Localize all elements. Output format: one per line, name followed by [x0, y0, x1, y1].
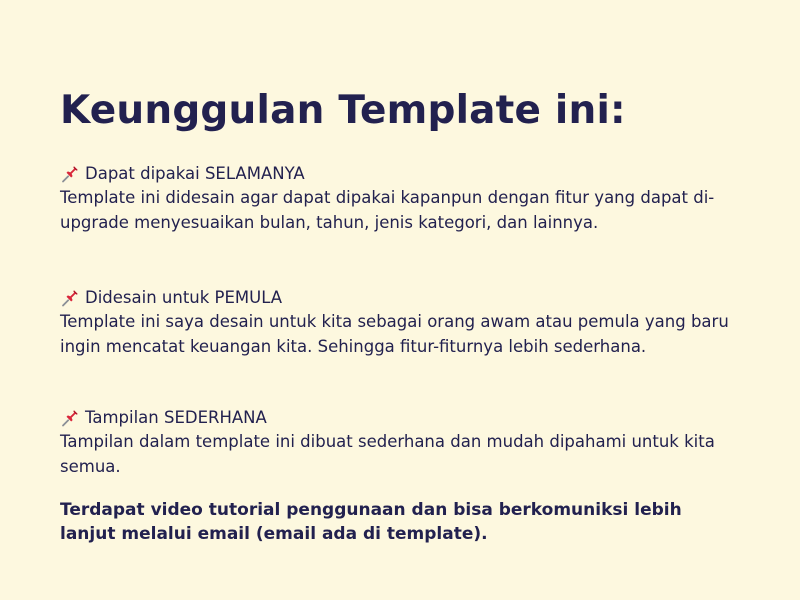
feature-item — [60, 406, 740, 479]
feature-heading-row — [60, 162, 740, 186]
feature-heading-row — [60, 406, 740, 430]
feature-item — [60, 286, 740, 359]
feature-heading-row — [60, 286, 740, 310]
feature-item — [60, 162, 740, 235]
pushpin-icon — [60, 288, 80, 308]
feature-description: Tampilan dalam template ini dibuat sederhana dan mudah dipahami untuk kita semua. — [60, 432, 715, 476]
feature-heading: Dapat dipakai SELAMANYA — [85, 164, 305, 183]
feature-heading: Tampilan SEDERHANA — [85, 408, 267, 427]
feature-description: Template ini saya desain untuk kita sebagai orang awam atau pemula yang baru ingin mencatat keuangan kita. Sehingga fitur-fiturnya lebih sederhana. — [60, 312, 729, 356]
pushpin-icon — [60, 164, 80, 184]
feature-description: Template ini didesain agar dapat dipakai kapanpun dengan fitur yang dapat di-upgrade menyesuaikan bulan, tahun, jenis kategori, dan lainnya. — [60, 188, 715, 232]
footer-note: Terdapat video tutorial penggunaan dan bisa berkomuniksi lebih lanjut melalui email (email ada di template). — [60, 500, 682, 544]
page-title: Keunggulan Template ini: — [60, 88, 626, 133]
pushpin-icon — [60, 408, 80, 428]
feature-heading: Didesain untuk PEMULA — [85, 288, 283, 307]
